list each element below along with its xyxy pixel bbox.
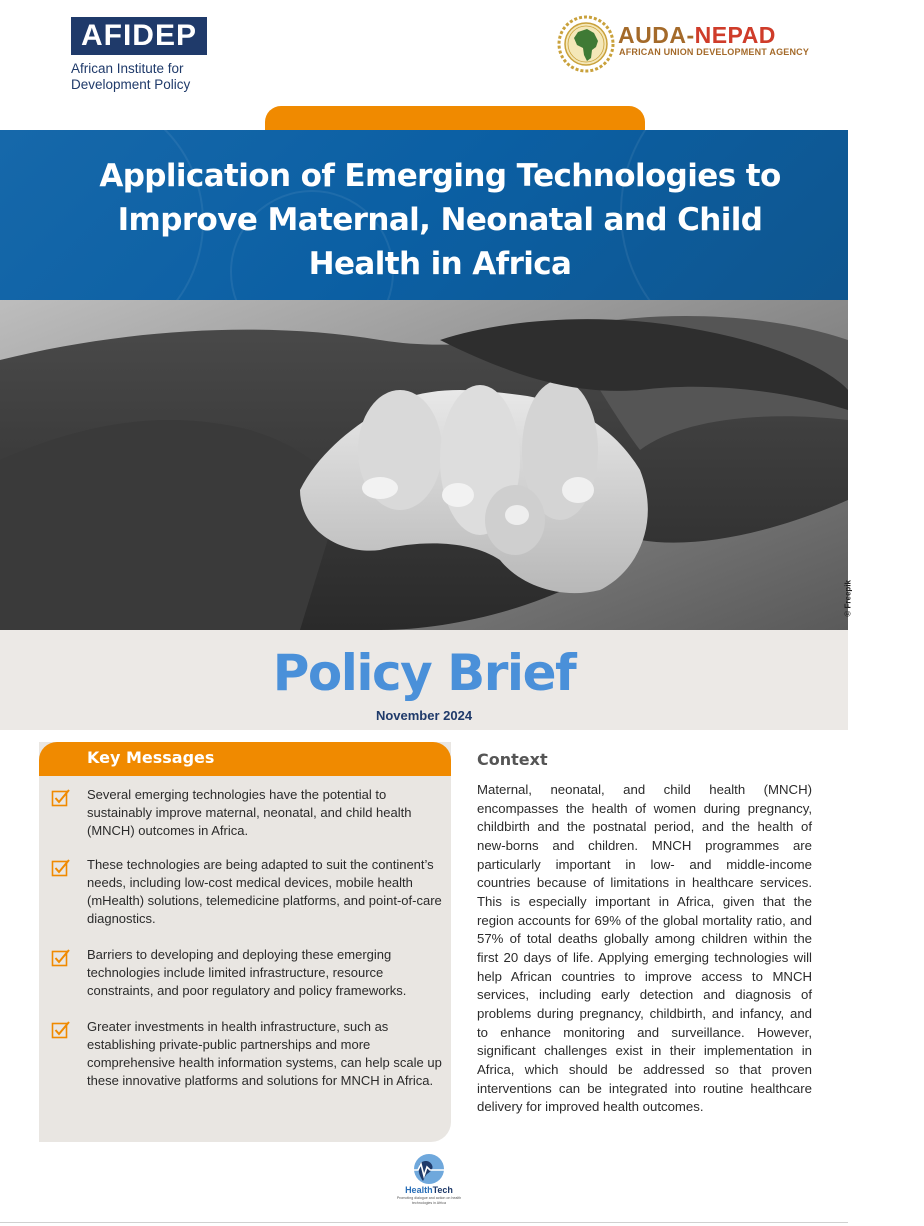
hands-photo-illustration [0, 300, 848, 630]
key-message-text: These technologies are being adapted to suit the continent’s needs, including low-cost medical devices, mobile health (mHealth) solutions, telemedicine platforms, and point-of-care diagnostics. [87, 857, 442, 926]
publication-date: November 2024 [375, 708, 473, 723]
title-banner [0, 130, 848, 300]
document-title: Application of Emerging Technologies to Improve Maternal, Neonatal and Child Health in Africa [99, 158, 781, 282]
key-message-text: Barriers to developing and deploying these emerging technologies include limited infrastructure, resource constraints, and poor regulatory and policy frameworks. [87, 947, 407, 998]
checkbox-checked-icon [51, 788, 71, 808]
auda-nepad-subtitle: AFRICAN UNION DEVELOPMENT AGENCY [619, 47, 810, 57]
healthtech-tagline: Promoting dialogue and action on health technologies in Africa [396, 1196, 462, 1205]
checkbox-checked-icon [51, 1020, 71, 1040]
cover-photo [0, 300, 848, 630]
afidep-subtitle: African Institute for Development Policy [71, 61, 191, 92]
policy-brief-title: Policy Brief [272, 644, 576, 702]
key-messages-title: Key Messages [87, 748, 215, 767]
key-messages-panel [39, 742, 451, 1142]
key-message-text: Greater investments in health infrastructure, such as establishing private-public partnerships and more comprehensive health information systems, can help scale up these innovative platforms and solutions for MNCH in Africa. [87, 1019, 442, 1088]
context-body: Maternal, neonatal, and child health (MNCH) encompasses the health of women during pregnancy, childbirth and the postnatal period, and the health of new-borns and children. MNCH programmes are particularly important in low- and middle-income countries because of limitations in healthcare services. This is especially important in Africa, given that the region accounts for 69% of the global mortality ratio, and 57% of total deaths globally among children within the first 20 days of life. Applying emerging technologies will help African countries to improve access to MNCH services, including early detection and diagnosis of problems during pregnancy, childbirth, and infancy, and to enhance monitoring and surveillance. However, significant challenges exist in their implementation in Africa, which should be addressed so that proven interventions can be integrated into routine healthcare delivery for improved health outcomes. [477, 782, 812, 1115]
african-union-emblem-icon [556, 14, 616, 74]
heartbeat-globe-icon [394, 1152, 464, 1186]
afidep-logo [71, 17, 211, 97]
auda-nepad-wordmark: AUDA-NEPAD [618, 22, 776, 48]
healthtech-logo [394, 1152, 464, 1212]
photo-credit: © Freepik [844, 580, 853, 617]
checkbox-checked-icon [51, 948, 71, 968]
policy-brief-band [0, 630, 848, 730]
page-bottom-rule [0, 1222, 848, 1223]
key-message-text: Several emerging technologies have the potential to sustainably improve maternal, neonatal, and child health (MNCH) outcomes in Africa. [87, 787, 412, 838]
key-messages-header [39, 742, 451, 776]
checkbox-checked-icon [51, 858, 71, 878]
healthtech-wordmark: HealthTech [405, 1185, 453, 1195]
afidep-wordmark: AFIDEP [71, 17, 207, 55]
context-heading: Context [477, 750, 548, 769]
